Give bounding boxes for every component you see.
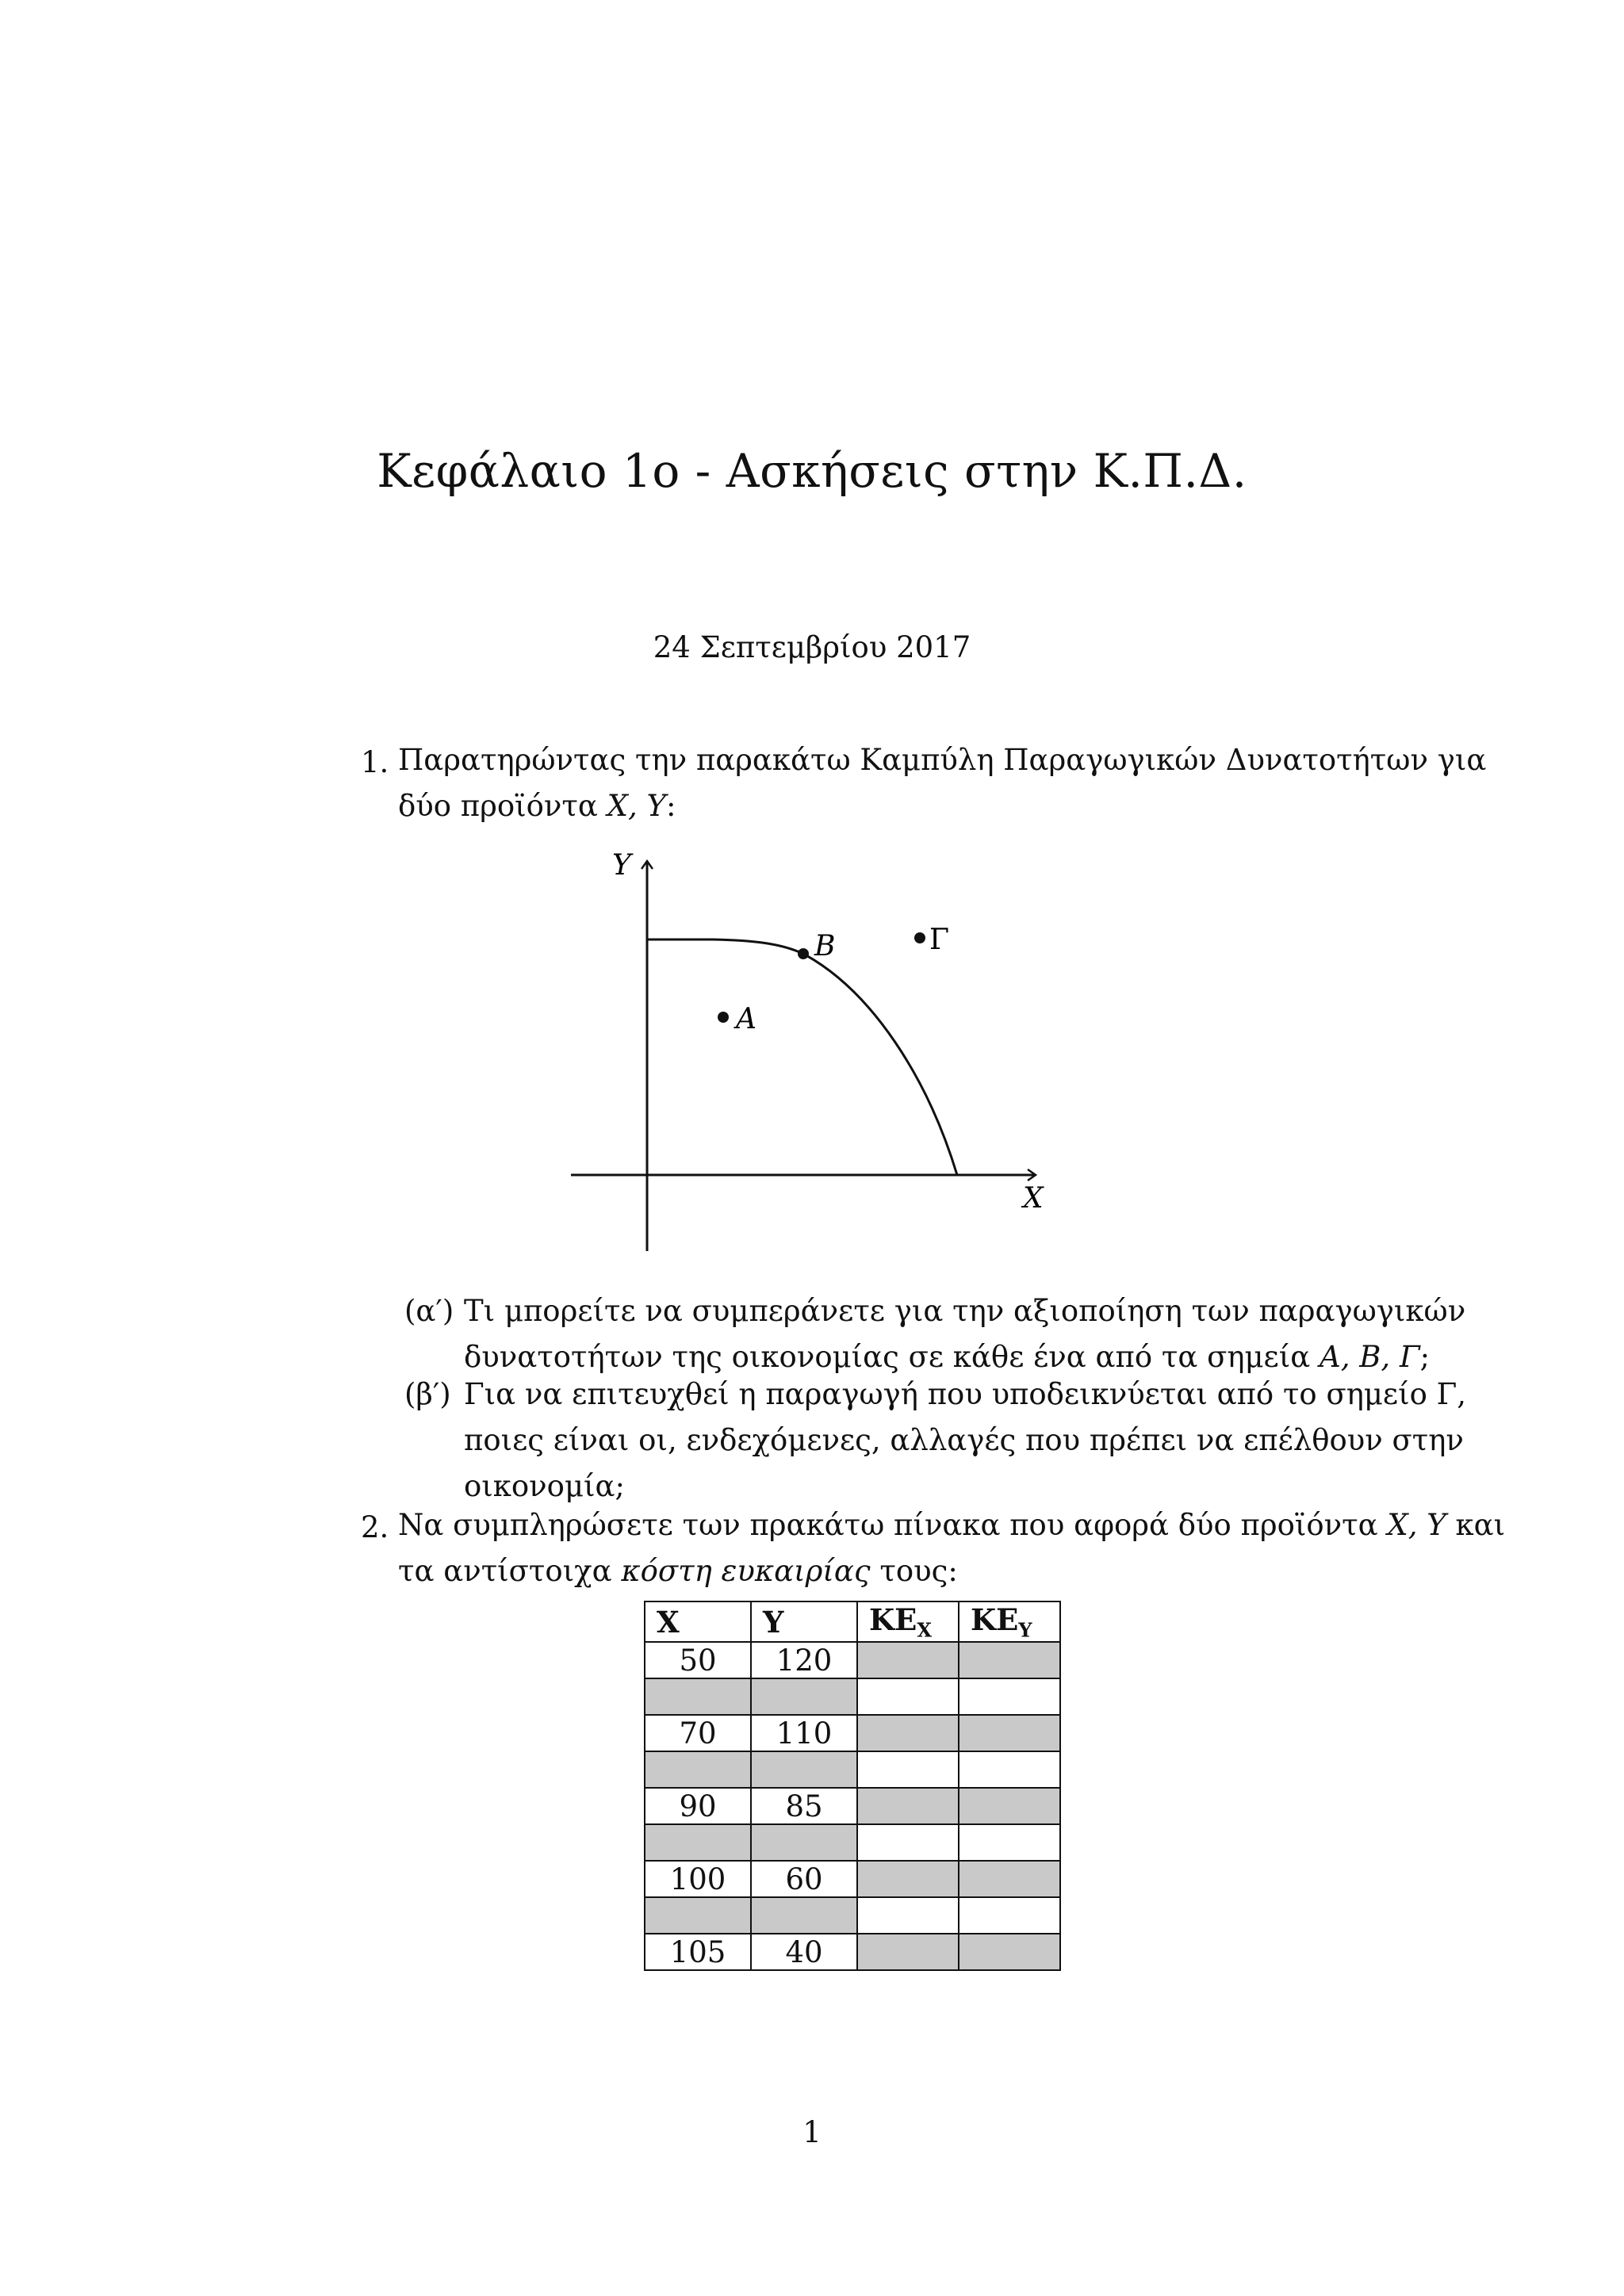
cell-x (645, 1751, 751, 1788)
cell-ke-y (959, 1678, 1060, 1715)
question-1b-line-2: ποιες είναι οι, ενδεχόμενες, αλλαγές που πρέπει να επέλθουν στην (464, 1423, 1464, 1457)
question-1a-label: (α′) (404, 1294, 454, 1328)
question-1a-line-2: δυνατοτήτων της οικονομίας σε κάθε ένα από τα σημεία A, B, Γ; (464, 1340, 1431, 1374)
ppf-curve (647, 939, 957, 1175)
table-row (645, 1934, 1060, 1970)
production-possibilities-graph (555, 844, 1047, 1257)
question-1a-line-1: Τι μπορείτε να συμπεράνετε για την αξιοποίηση των παραγωγικών (464, 1294, 1466, 1328)
cell-x: 105 (645, 1934, 751, 1970)
cell-ke-x (857, 1897, 959, 1934)
cell-y: 110 (751, 1715, 857, 1751)
cell-x (645, 1897, 751, 1934)
cell-x: 50 (645, 1642, 751, 1678)
point-a-marker (718, 1012, 729, 1023)
point-a-label: A (736, 1003, 756, 1035)
table-row (645, 1824, 1060, 1861)
table-row (645, 1897, 1060, 1934)
cell-ke-x (857, 1934, 959, 1970)
page-title: Κεφάλαιο 1ο - Ασκήσεις στην Κ.Π.Δ. (377, 444, 1247, 498)
cell-x: 100 (645, 1861, 751, 1897)
cell-x: 70 (645, 1715, 751, 1751)
point-b-marker (798, 948, 809, 959)
question-1b-text (464, 1372, 1466, 1510)
cell-ke-y (959, 1751, 1060, 1788)
cell-ke-x (857, 1642, 959, 1678)
y-axis-label: Y (612, 849, 631, 882)
table-row (645, 1751, 1060, 1788)
table-row (645, 1715, 1060, 1751)
cell-ke-y (959, 1934, 1060, 1970)
cell-y: 60 (751, 1861, 857, 1897)
page-number: 1 (802, 2115, 822, 2149)
cell-y (751, 1678, 857, 1715)
cell-ke-y (959, 1715, 1060, 1751)
cell-y: 120 (751, 1642, 857, 1678)
header-x: X (645, 1601, 751, 1642)
cell-y (751, 1751, 857, 1788)
cell-y (751, 1824, 857, 1861)
question-1-line-2: δύο προϊόντα X, Y: (398, 789, 676, 823)
question-1b-line-1: Για να επιτευχθεί η παραγωγή που υποδεικνύεται από το σημείο Γ, (464, 1377, 1467, 1411)
cell-ke-y (959, 1897, 1060, 1934)
cell-ke-x (857, 1715, 959, 1751)
cell-x (645, 1678, 751, 1715)
cell-ke-x (857, 1824, 959, 1861)
point-g-marker (914, 932, 925, 943)
cell-ke-y (959, 1824, 1060, 1861)
cell-ke-y (959, 1642, 1060, 1678)
table-row (645, 1861, 1060, 1897)
cell-x (645, 1824, 751, 1861)
question-1-text (398, 737, 1486, 829)
question-2-line-2: τα αντίστοιχα κόστη ευκαιρίας τους: (398, 1554, 958, 1588)
cell-ke-y (959, 1861, 1060, 1897)
question-1b-label: (β′) (404, 1377, 451, 1411)
table-header-row (645, 1601, 1060, 1642)
cell-y (751, 1897, 857, 1934)
header-ke-y: $KE_Y$ (959, 1601, 1060, 1642)
header-ke-x: $KE_X$ (857, 1601, 959, 1642)
header-y: Y (751, 1601, 857, 1642)
question-1b-line-3: οικονομία; (464, 1469, 625, 1503)
cell-y: 85 (751, 1788, 857, 1824)
cell-x: 90 (645, 1788, 751, 1824)
cell-ke-x (857, 1861, 959, 1897)
question-1a-text (464, 1288, 1465, 1380)
x-axis-label: X (1023, 1182, 1044, 1215)
opportunity-cost-table (644, 1601, 1061, 1971)
question-2-line-1: Να συμπληρώσετε των πρακάτω πίνακα που αφορά δύο προϊόντα X, Y και (398, 1508, 1506, 1542)
question-2-text (398, 1502, 1505, 1594)
table-row (645, 1678, 1060, 1715)
cell-y: 40 (751, 1934, 857, 1970)
cell-ke-x (857, 1788, 959, 1824)
point-g-label: Γ (929, 924, 949, 956)
cell-ke-x (857, 1751, 959, 1788)
point-b-label: B (814, 930, 836, 962)
document-date: 24 Σεπτεμβρίου 2017 (653, 630, 971, 664)
cell-ke-y (959, 1788, 1060, 1824)
cell-ke-x (857, 1678, 959, 1715)
table-row (645, 1642, 1060, 1678)
question-2-number: 2. (361, 1510, 389, 1544)
question-1-number: 1. (361, 745, 389, 779)
table-row (645, 1788, 1060, 1824)
question-1-line-1: Παρατηρώντας την παρακάτω Καμπύλη Παραγωγικών Δυνατοτήτων για (398, 743, 1487, 777)
